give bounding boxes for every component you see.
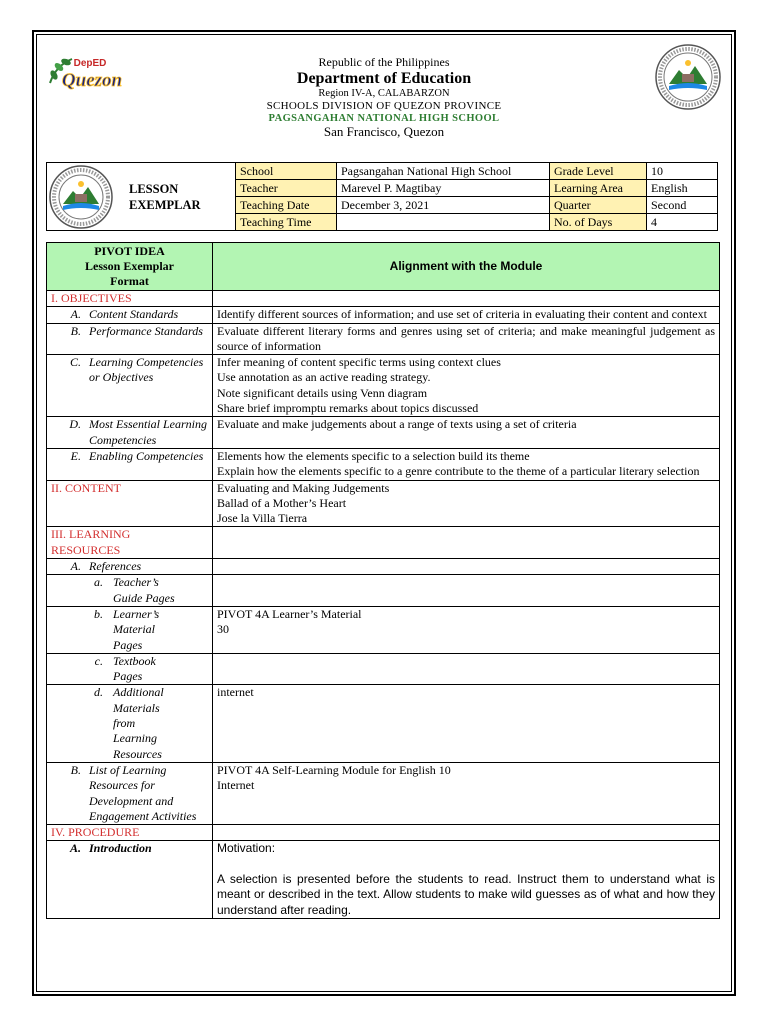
info-value: 4 xyxy=(647,214,718,231)
performance-standards-cell: B. Performance Standards xyxy=(47,323,213,355)
info-value: December 3, 2021 xyxy=(337,197,550,214)
references-cell: A. References xyxy=(47,559,213,575)
list-resources-value: PIVOT 4A Self-Learning Module for English 10 Internet xyxy=(213,762,720,824)
alignment-header: Alignment with the Module xyxy=(213,243,720,291)
lesson-exemplar-title: LESSON EXEMPLAR xyxy=(119,163,236,231)
introduction-cell: A. Introduction xyxy=(47,841,213,919)
additional-materials-value: internet xyxy=(213,685,720,762)
republic-line: Republic of the Philippines xyxy=(318,55,450,69)
info-value: 10 xyxy=(647,163,718,180)
content-value: Evaluating and Making Judgements Ballad of a Mother’s Heart Jose la Villa Tierra xyxy=(213,480,720,527)
content-section: II. CONTENT xyxy=(47,480,213,527)
content-standards-cell: A. Content Standards xyxy=(47,307,213,323)
empty-cell xyxy=(213,291,720,307)
letterhead xyxy=(36,56,732,140)
school-name: PAGSANGAHAN NATIONAL HIGH SCHOOL xyxy=(268,112,500,124)
info-value: English xyxy=(647,180,718,197)
empty-cell xyxy=(213,559,720,575)
pivot-idea-header: PIVOT IDEA Lesson Exemplar Format xyxy=(47,243,213,291)
learning-competencies-value: Infer meaning of content specific terms using context clues Use annotation as an active reading strategy. Note significant details using Venn diagram Share brief impromptu remarks about topics discussed xyxy=(213,355,720,417)
procedure-section: IV. PROCEDURE xyxy=(47,825,213,841)
enabling-competencies-cell: E. Enabling Competencies xyxy=(47,448,213,480)
info-value: Marevel P. Magtibay xyxy=(337,180,550,197)
svg-text:Quezon: Quezon xyxy=(61,70,123,91)
info-label: School xyxy=(236,163,337,180)
teachers-guide-value xyxy=(213,575,720,607)
list-resources-cell: B. List of Learning Resources for Development and Engagement Activities xyxy=(47,762,213,824)
lesson-info-table xyxy=(46,162,718,231)
additional-materials-cell: d. Additional Materials from Learning Resources xyxy=(47,685,213,762)
content-standards-value: Identify different sources of information; and use set of criteria in evaluating their content and context xyxy=(213,307,720,323)
learning-resources-section: III. LEARNING RESOURCES xyxy=(47,527,213,559)
department-title: Department of Education xyxy=(296,69,472,87)
info-value: Pagsangahan National High School xyxy=(337,163,550,180)
melc-cell: D. Most Essential Learning Competencies xyxy=(47,417,213,449)
info-value xyxy=(337,214,550,231)
empty-cell xyxy=(213,825,720,841)
lesson-plan-table xyxy=(46,242,720,919)
learning-competencies-cell: C. Learning Competencies or Objectives xyxy=(47,355,213,417)
melc-value: Evaluate and make judgements about a range of texts using a set of criteria xyxy=(213,417,720,449)
info-label: Teaching Time xyxy=(236,214,337,231)
objectives-section: I. OBJECTIVES xyxy=(47,291,213,307)
teachers-guide-cell: a. Teacher’s Guide Pages xyxy=(47,575,213,607)
empty-cell xyxy=(213,527,720,559)
region-line: Region IV-A, CALABARZON xyxy=(318,88,450,100)
info-label: No. of Days xyxy=(550,214,647,231)
learners-material-value: PIVOT 4A Learner’s Material 30 xyxy=(213,606,720,653)
info-value: Second xyxy=(647,197,718,214)
textbook-pages-value xyxy=(213,653,720,685)
school-seal-left xyxy=(48,164,114,230)
info-label: Grade Level xyxy=(550,163,647,180)
learners-material-cell: b. Learner’s Material Pages xyxy=(47,606,213,653)
svg-text:DepED: DepED xyxy=(73,58,107,69)
introduction-value: Motivation: A selection is presented before the students to read. Instruct them to understand what is meant or described in the text. Allow students to make wild guesses as of what and how they understand after reading. xyxy=(213,841,720,919)
info-label: Teaching Date xyxy=(236,197,337,214)
info-label: Teacher xyxy=(236,180,337,197)
info-label: Learning Area xyxy=(550,180,647,197)
textbook-pages-cell: c. Textbook Pages xyxy=(47,653,213,685)
school-location: San Francisco, Quezon xyxy=(323,123,445,139)
performance-standards-value: Evaluate different literary forms and genres using set of criteria; and make meaningful judgement as source of information xyxy=(213,323,720,355)
info-label: Quarter xyxy=(550,197,647,214)
enabling-competencies-value: Elements how the elements specific to a selection build its theme Explain how the elements specific to a genre contribute to the theme of a particular literary selection xyxy=(213,448,720,480)
division-line: SCHOOLS DIVISION OF QUEZON PROVINCE xyxy=(266,100,502,113)
